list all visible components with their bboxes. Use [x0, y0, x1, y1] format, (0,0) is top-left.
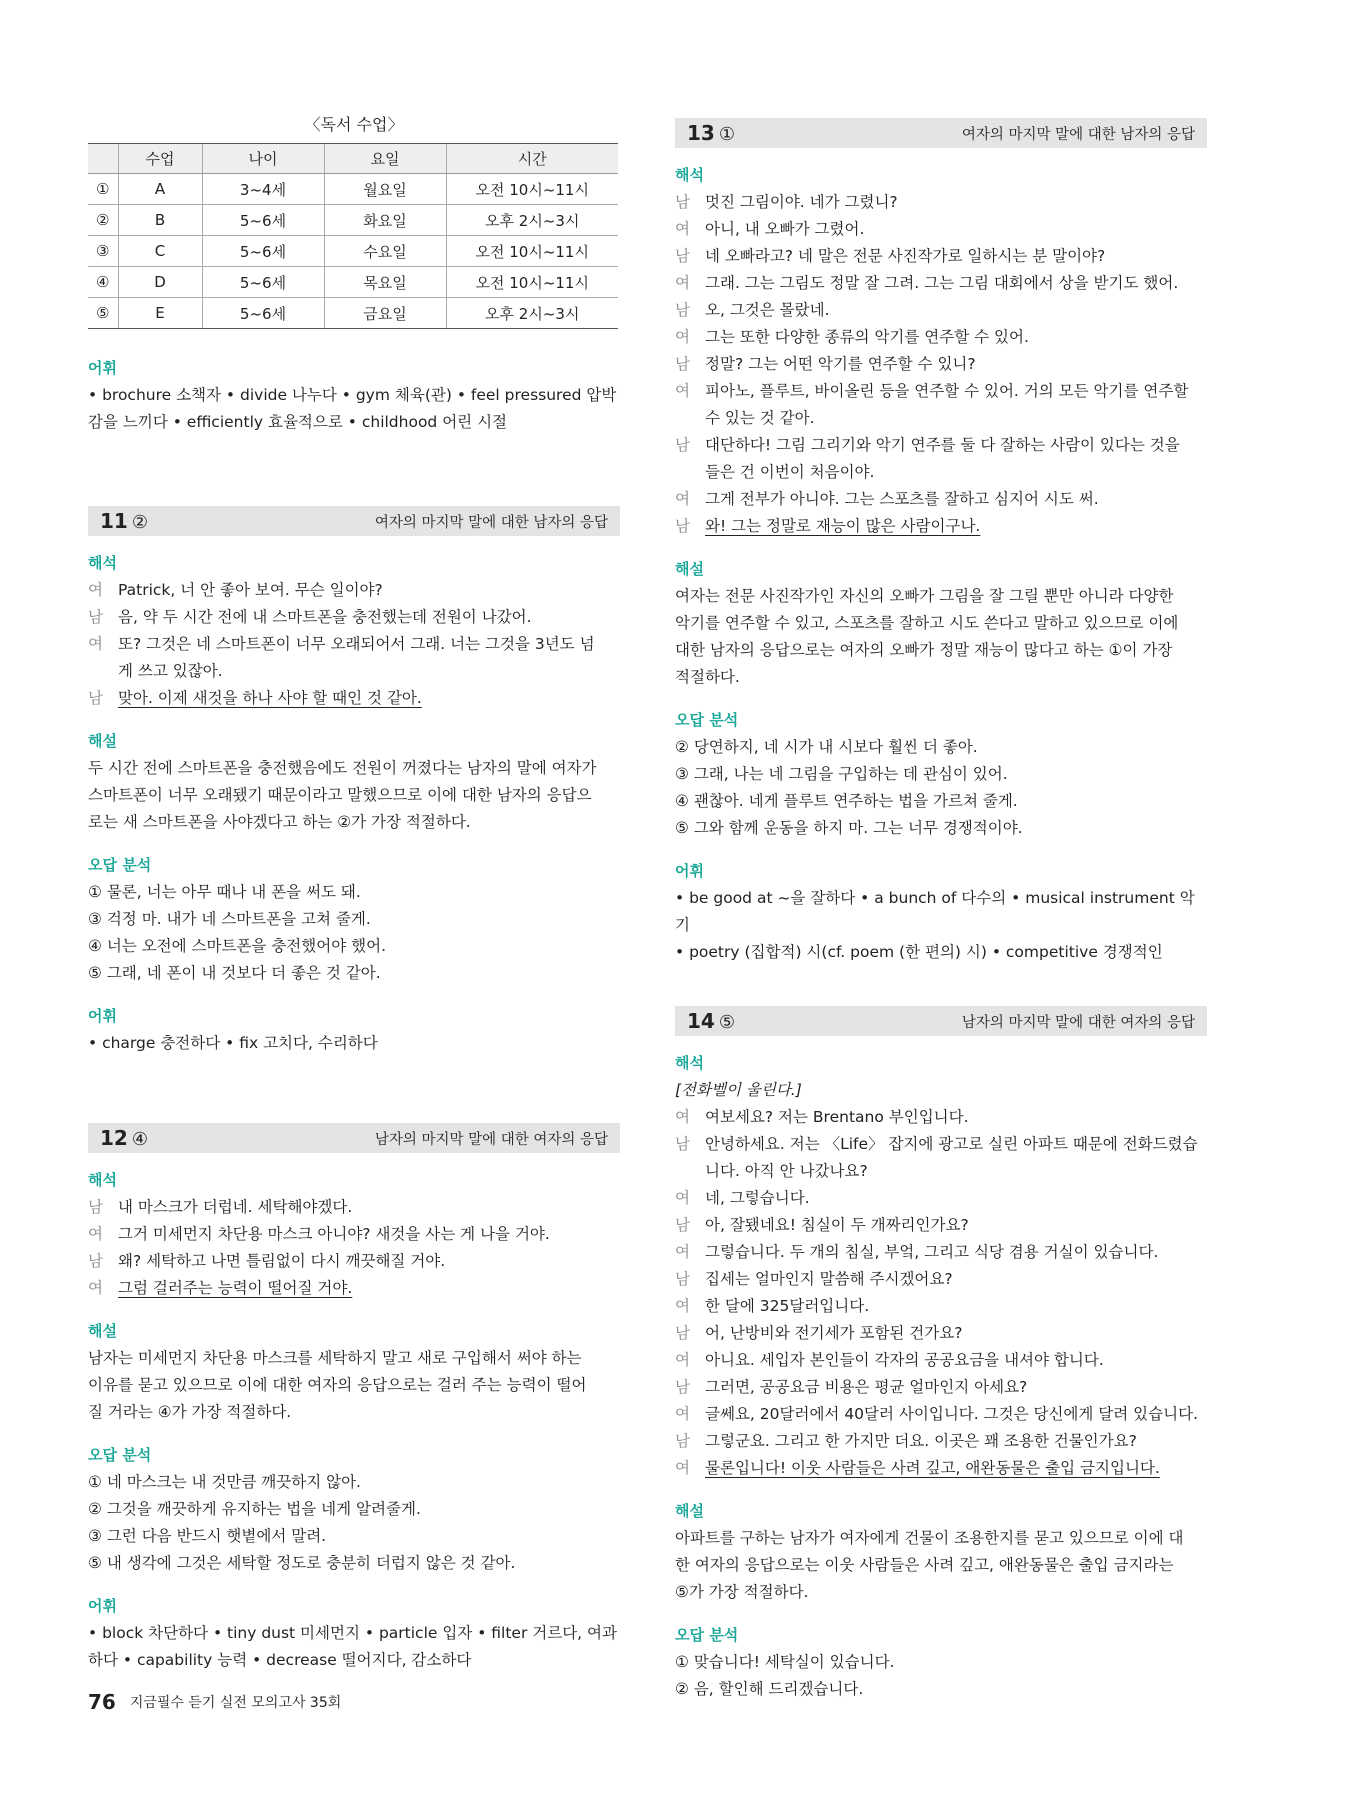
wrong-option: ⑤ 그래, 네 폰이 내 것보다 더 좋은 것 같아. [88, 964, 381, 982]
question-topic: 여자의 마지막 말에 대한 남자의 응답 [961, 126, 1195, 143]
question-11-header [88, 506, 620, 536]
wrong-option: ② 그것을 깨끗하게 유지하는 법을 네게 알려줄게. [88, 1500, 421, 1518]
table-cell: 화요일 [324, 205, 446, 236]
dialogue-line: 여 그거 미세먼지 차단용 마스크 아니야? 새것을 사는 게 나을 거야. [88, 1225, 550, 1243]
dialogue-line: 남 어, 난방비와 전기세가 포함된 건가요? [675, 1324, 963, 1342]
translation-label: 해석 [88, 1171, 117, 1189]
wrong-answer-label: 오답 분석 [88, 1446, 152, 1464]
explanation-text: 아파트를 구하는 남자가 여자에게 건물이 조용한지를 묻고 있으므로 이에 대 한 여자의 응답으로는 이웃 사람들은 사려 깊고, 애완동물은 출입 금지라는 ⑤가 가장 적절하다. [675, 1529, 1184, 1601]
vocab-line: • be good at ~을 잘하다 • a bunch of 다수의 • musical instrument 악기 [675, 889, 1195, 934]
vocab-line: • brochure 소책자 • divide 나누다 • gym 체육(관) • feel pressured 압박 [88, 386, 617, 404]
wrong-answer-label: 오답 분석 [675, 711, 739, 729]
table-row [88, 236, 618, 267]
table-cell: 5~6세 [202, 298, 324, 329]
table-cell: 오후 2시~3시 [446, 298, 618, 329]
table-row [88, 174, 618, 205]
dialogue-line: 남 집세는 얼마인지 말씀해 주시겠어요? [675, 1270, 953, 1288]
question-topic: 남자의 마지막 말에 대한 여자의 응답 [374, 1131, 608, 1148]
explanation-label: 해설 [88, 732, 117, 750]
dialogue-line: 여 네, 그렇습니다. [675, 1189, 810, 1207]
vocab-line: 감을 느끼다 • efficiently 효율적으로 • childhood 어린 시절 [88, 413, 508, 431]
vocab-label: 어휘 [88, 359, 117, 377]
explanation-text: 두 시간 전에 스마트폰을 충전했음에도 전원이 꺼졌다는 남자의 말에 여자가 스마트폰이 너무 오래됐기 때문이라고 말했으므로 이에 대한 남자의 응답으 로는 새 스마트폰을 사야겠다고 하는 ②가 가장 적절하다. [88, 759, 597, 831]
table-header: 나이 [202, 144, 324, 174]
dialogue-line: 여 또? 그것은 네 스마트폰이 너무 오래되어서 그래. 너는 그것을 3년도 넘 게 쓰고 있잖아. [88, 635, 595, 680]
wrong-option: ⑤ 내 생각에 그것은 세탁할 정도로 충분히 더럽지 않은 것 같아. [88, 1554, 516, 1572]
explanation-text: 여자는 전문 사진작가인 자신의 오빠가 그림을 잘 그릴 뿐만 아니라 다양한 악기를 연주할 수 있고, 스포츠를 잘하고 시도 쓴다고 말하고 있으므로 이에 대한 남자의 응답으로는 여자의 오빠가 정말 재능이 많다고 하는 ①이 가장 적절하다. [675, 587, 1179, 686]
dialogue-line: 여 그럼 걸러주는 능력이 떨어질 거야. [88, 1275, 620, 1302]
vocab-line: • poetry (집합적) 시(cf. poem (한 편의) 시) • competitive 경쟁적인 [675, 943, 1163, 961]
table-cell: 오전 10시~11시 [446, 236, 618, 267]
translation-label: 해석 [675, 1054, 704, 1072]
dialogue-line: 남 아, 잘됐네요! 침실이 두 개짜리인가요? [675, 1216, 969, 1234]
vocab-label: 어휘 [88, 1597, 117, 1615]
dialogue-line: 남 네 오빠라고? 네 말은 전문 사진작가로 일하시는 분 말이야? [675, 247, 1106, 265]
question-number: 11 ② [100, 509, 148, 533]
dialogue-line: 여 글쎄요, 20달러에서 40달러 사이입니다. 그것은 당신에게 달려 있습니다. [675, 1405, 1198, 1423]
dialogue-line: 남 안녕하세요. 저는 〈Life〉 잡지에 광고로 실린 아파트 때문에 전화드렸습 니다. 아직 안 나갔나요? [675, 1135, 1198, 1180]
table-cell: 목요일 [324, 267, 446, 298]
dialogue-line: 여 여보세요? 저는 Brentano 부인입니다. [675, 1108, 969, 1126]
wrong-option: ④ 너는 오전에 스마트폰을 충전했어야 했어. [88, 937, 386, 955]
right-column [675, 0, 1207, 1703]
vocab-label: 어휘 [88, 1007, 117, 1025]
table-caption: 〈독서 수업〉 [304, 115, 404, 134]
question-number: 14 ⑤ [687, 1009, 735, 1033]
explanation-label: 해설 [88, 1322, 117, 1340]
dialogue-line: 남 정말? 그는 어떤 악기를 연주할 수 있니? [675, 355, 976, 373]
wrong-option: ② 음, 할인해 드리겠습니다. [675, 1680, 864, 1698]
table-cell: ③ [88, 236, 118, 267]
dialogue-line: 남 대단하다! 그림 그리기와 악기 연주를 둘 다 잘하는 사람이 있다는 것을 들은 건 이번이 처음이야. [675, 436, 1180, 481]
table-cell: 5~6세 [202, 205, 324, 236]
wrong-option: ① 맞습니다! 세탁실이 있습니다. [675, 1653, 895, 1671]
question-13-header [675, 118, 1207, 148]
wrong-option: ② 당연하지, 네 시가 내 시보다 훨씬 더 좋아. [675, 738, 978, 756]
wrong-option: ③ 그래, 나는 네 그림을 구입하는 데 관심이 있어. [675, 765, 1008, 783]
dialogue-line: 여 그는 또한 다양한 종류의 악기를 연주할 수 있어. [675, 328, 1029, 346]
table-row [88, 205, 618, 236]
question-number: 12 ④ [100, 1126, 148, 1150]
wrong-answer-label: 오답 분석 [88, 856, 152, 874]
question-12-header [88, 1123, 620, 1153]
page-footer [88, 1690, 341, 1714]
table-header: 수업 [118, 144, 202, 174]
question-topic: 남자의 마지막 말에 대한 여자의 응답 [961, 1014, 1195, 1031]
wrong-answer-label: 오답 분석 [675, 1626, 739, 1644]
table-cell: C [118, 236, 202, 267]
table-cell: 금요일 [324, 298, 446, 329]
question-14-header [675, 1006, 1207, 1036]
table-cell: 오전 10시~11시 [446, 267, 618, 298]
table-cell: 오후 2시~3시 [446, 205, 618, 236]
answer-line: 그럼 걸러주는 능력이 떨어질 거야. [118, 1279, 353, 1297]
left-column [88, 0, 620, 1674]
dialogue-line: 여 아니, 내 오빠가 그렸어. [675, 220, 865, 238]
dialogue-line: 남 내 마스크가 더럽네. 세탁해야겠다. [88, 1198, 353, 1216]
dialogue-line: 여 그게 전부가 아니야. 그는 스포츠를 잘하고 심지어 시도 써. [675, 490, 1099, 508]
question-number: 13 ① [687, 121, 735, 145]
table-cell: 5~6세 [202, 267, 324, 298]
table-cell: ⑤ [88, 298, 118, 329]
book-title: 지금필수 듣기 실전 모의고사 35회 [129, 1695, 342, 1711]
wrong-option: ④ 괜찮아. 네게 플루트 연주하는 법을 가르쳐 줄게. [675, 792, 1018, 810]
wrong-option: ① 물론, 너는 아무 때나 내 폰을 써도 돼. [88, 883, 361, 901]
answer-mark: ② [131, 512, 148, 533]
question-topic: 여자의 마지막 말에 대한 남자의 응답 [374, 514, 608, 531]
table-row [88, 298, 618, 329]
table-cell: E [118, 298, 202, 329]
table-cell: 5~6세 [202, 236, 324, 267]
translation-label: 해석 [88, 554, 117, 572]
table-cell: A [118, 174, 202, 205]
dialogue-line: 여 물론입니다! 이웃 사람들은 사려 깊고, 애완동물은 출입 금지입니다. [675, 1459, 1160, 1477]
table-cell: 수요일 [324, 236, 446, 267]
dialogue-line: 여 피아노, 플루트, 바이올린 등을 연주할 수 있어. 거의 모든 악기를 연주할 수 있는 것 같아. [675, 382, 1189, 427]
translation-label: 해석 [675, 166, 704, 184]
table-cell: 3~4세 [202, 174, 324, 205]
dialogue-line: 남 왜? 세탁하고 나면 틀림없이 다시 깨끗해질 거야. [88, 1252, 446, 1270]
dialogue-line: 남 멋진 그림이야. 네가 그렸니? [675, 193, 898, 211]
dialogue-line: 남 와! 그는 정말로 재능이 많은 사람이구나. [675, 517, 981, 535]
vocab-line: • block 차단하다 • tiny dust 미세먼지 • particle 입자 • filter 거르다, 여과 [88, 1624, 617, 1642]
vocab-label: 어휘 [675, 862, 704, 880]
dialogue-line: 여 그래. 그는 그림도 정말 잘 그려. 그는 그림 대회에서 상을 받기도 했어. [675, 274, 1179, 292]
table-cell: ② [88, 205, 118, 236]
dialogue-line: 여 Patrick, 너 안 좋아 보여. 무슨 일이야? [88, 581, 383, 599]
table-cell: B [118, 205, 202, 236]
wrong-option: ③ 그런 다음 반드시 햇볕에서 말려. [88, 1527, 327, 1545]
table-cell: ④ [88, 267, 118, 298]
table-header-row [88, 144, 618, 174]
dialogue-line: 남 그러면, 공공요금 비용은 평균 얼마인지 아세요? [675, 1378, 1028, 1396]
dialogue-line: 남 음, 약 두 시간 전에 내 스마트폰을 충전했는데 전원이 나갔어. [88, 608, 532, 626]
dialogue-line: 남 그렇군요. 그리고 한 가지만 더요. 이곳은 꽤 조용한 건물인가요? [675, 1432, 1137, 1450]
dialogue-line: 여 한 달에 325달러입니다. [675, 1297, 870, 1315]
table-header [88, 144, 118, 174]
dialogue-line: 여 그렇습니다. 두 개의 침실, 부엌, 그리고 식당 겸용 거실이 있습니다. [675, 1243, 1159, 1261]
page-number: 76 [88, 1690, 116, 1714]
answer-line: 와! 그는 정말로 재능이 많은 사람이구나. [705, 517, 981, 535]
table-row [88, 267, 618, 298]
reading-class-table [88, 143, 618, 329]
wrong-option: ③ 걱정 마. 내가 네 스마트폰을 고쳐 줄게. [88, 910, 371, 928]
explanation-label: 해설 [675, 560, 704, 578]
dialogue-line: 남 맞아. 이제 새것을 하나 사야 할 때인 것 같아. [88, 685, 620, 712]
table-header: 시간 [446, 144, 618, 174]
table-cell: ① [88, 174, 118, 205]
answer-mark: ① [718, 124, 735, 145]
answer-line: 물론입니다! 이웃 사람들은 사려 깊고, 애완동물은 출입 금지입니다. [705, 1459, 1160, 1477]
stage-direction: [전화벨이 울린다.] [675, 1081, 802, 1099]
dialogue-line: 여 아니요. 세입자 본인들이 각자의 공공요금을 내셔야 합니다. [675, 1351, 1104, 1369]
vocab-line: 하다 • capability 능력 • decrease 떨어지다, 감소하다 [88, 1651, 472, 1669]
wrong-option: ⑤ 그와 함께 운동을 하지 마. 그는 너무 경쟁적이야. [675, 819, 1023, 837]
table-cell: D [118, 267, 202, 298]
wrong-option: ① 네 마스크는 내 것만큼 깨끗하지 않아. [88, 1473, 361, 1491]
answer-mark: ⑤ [718, 1012, 735, 1033]
dialogue-line: 남 오, 그것은 몰랐네. [675, 301, 830, 319]
table-cell: 월요일 [324, 174, 446, 205]
vocab-line: • charge 충전하다 • fix 고치다, 수리하다 [88, 1034, 378, 1052]
answer-line: 맞아. 이제 새것을 하나 사야 할 때인 것 같아. [118, 689, 422, 707]
explanation-label: 해설 [675, 1502, 704, 1520]
answer-mark: ④ [131, 1129, 148, 1150]
table-cell: 오전 10시~11시 [446, 174, 618, 205]
table-header: 요일 [324, 144, 446, 174]
explanation-text: 남자는 미세먼지 차단용 마스크를 세탁하지 말고 새로 구입해서 써야 하는 이유를 묻고 있으므로 이에 대한 여자의 응답으로는 걸러 주는 능력이 떨어 질 거라는 ④가 가장 적절하다. [88, 1349, 587, 1421]
